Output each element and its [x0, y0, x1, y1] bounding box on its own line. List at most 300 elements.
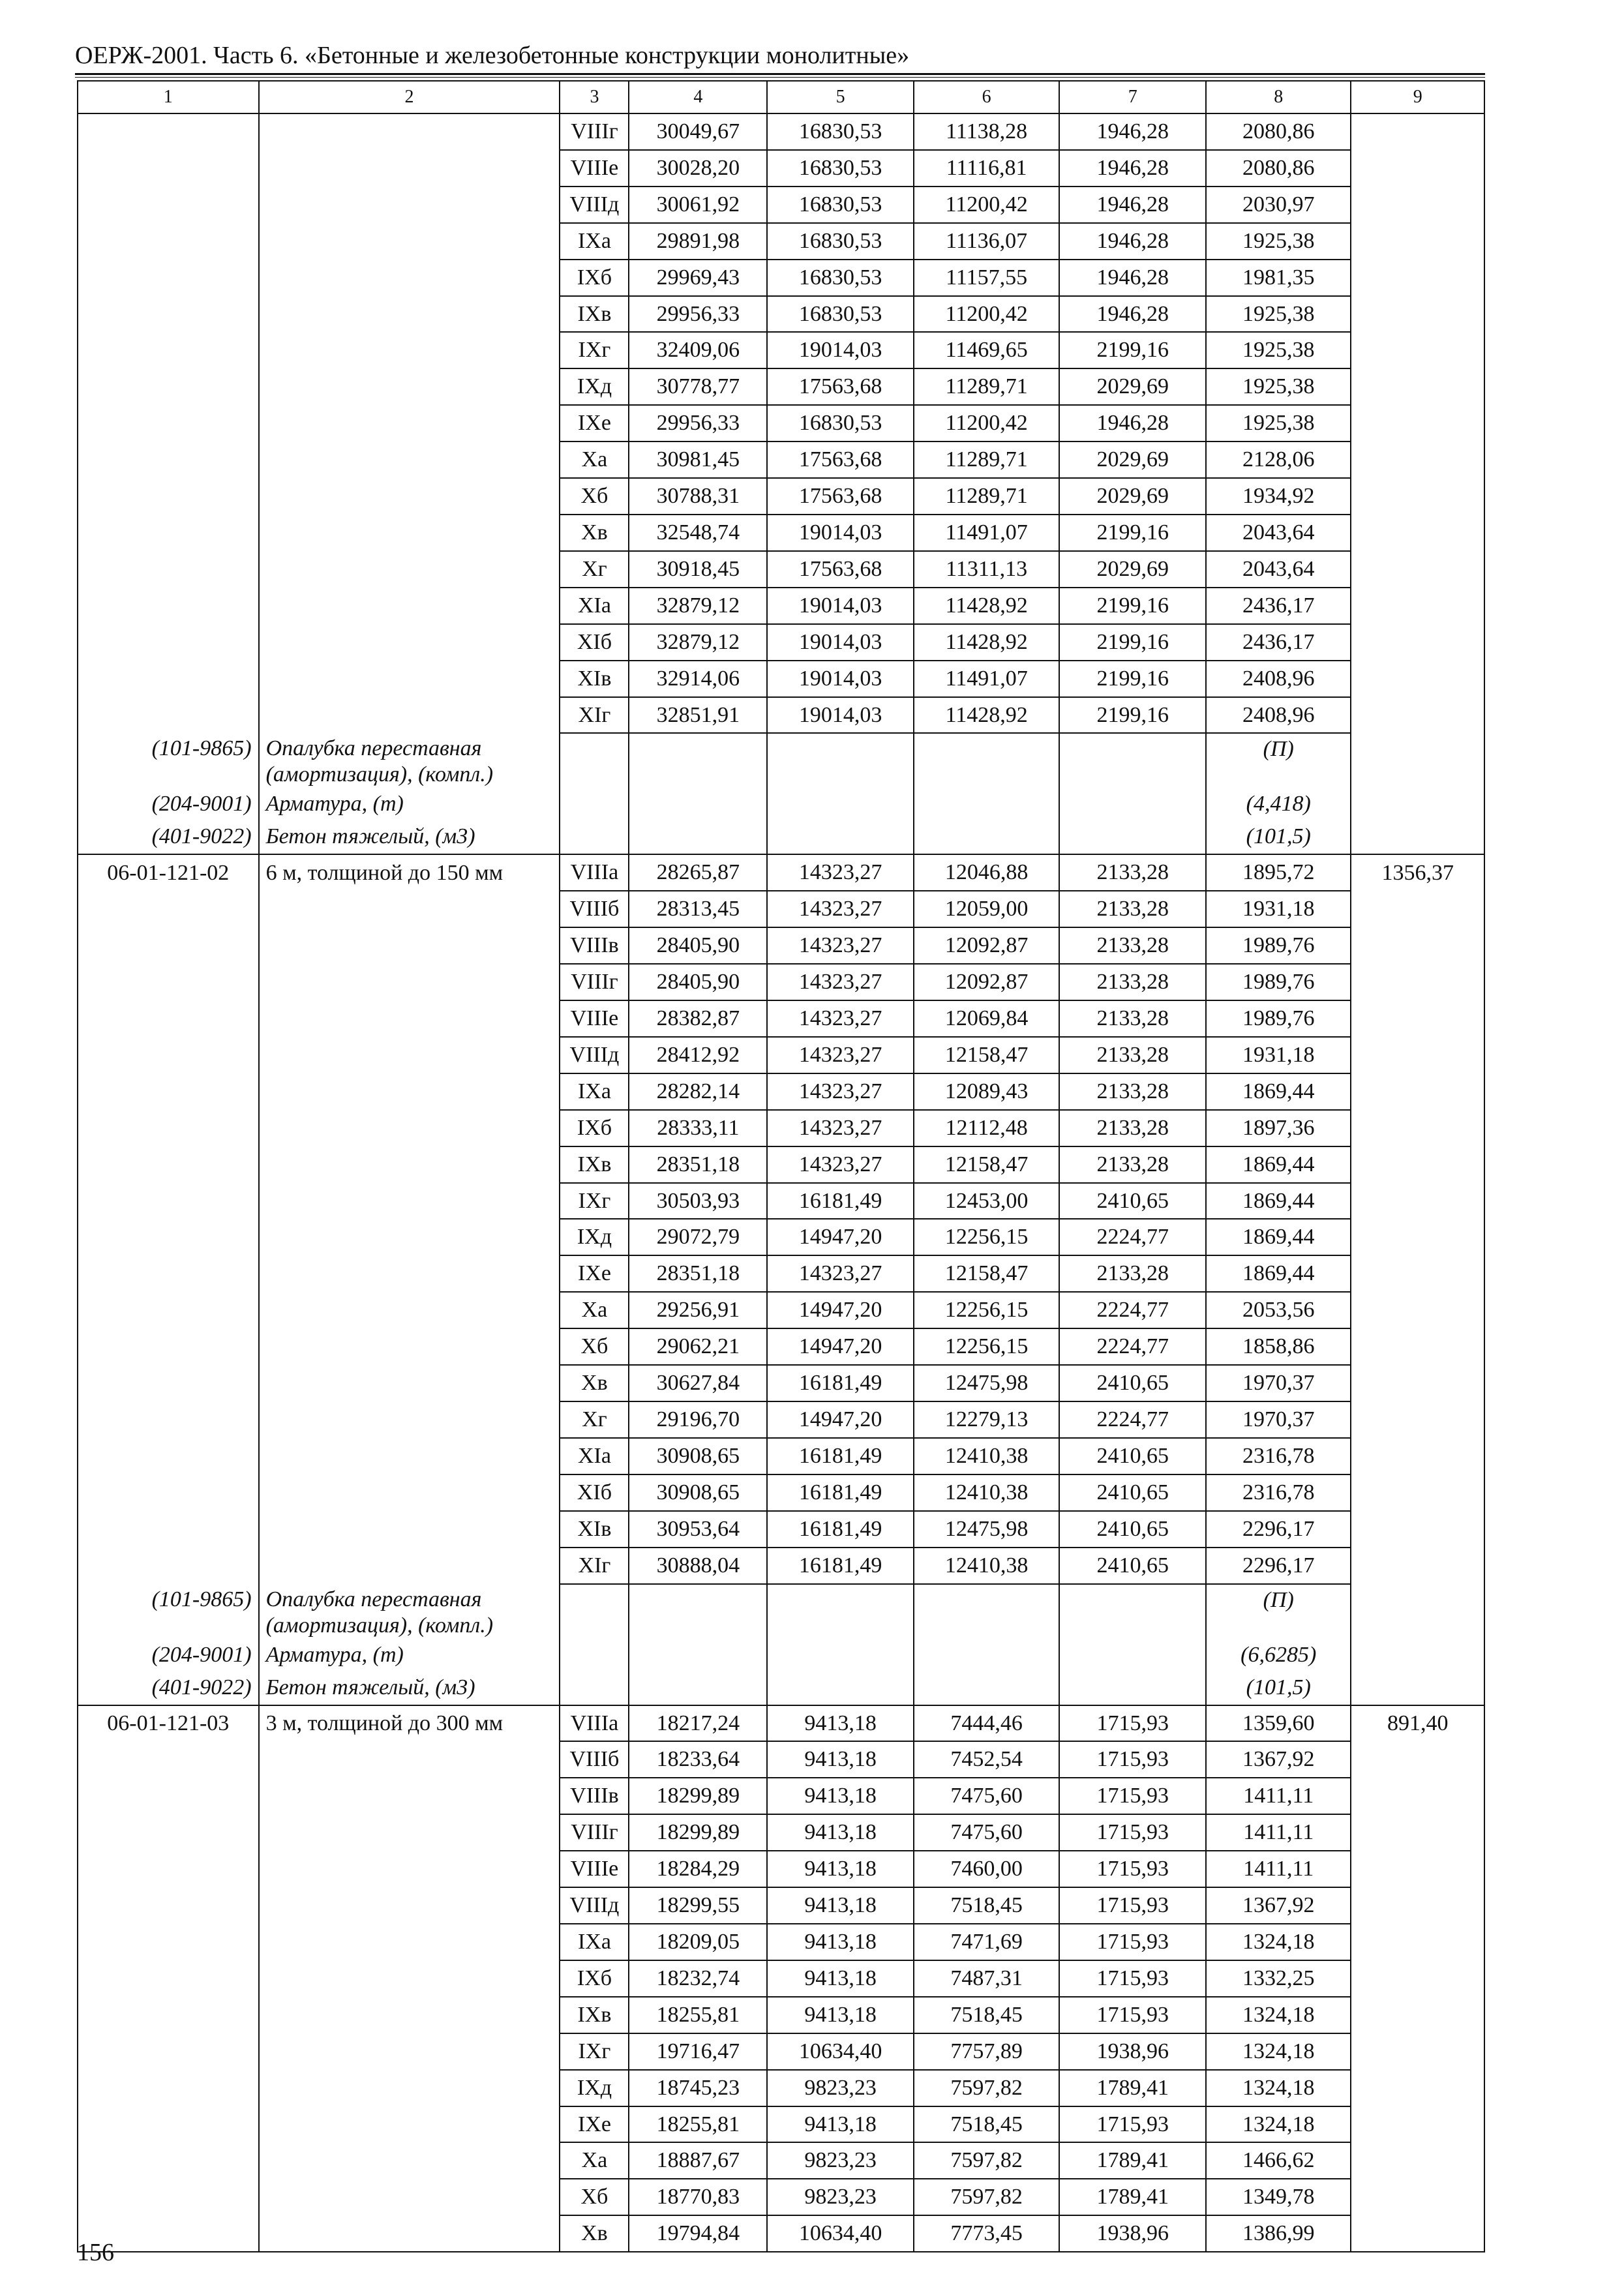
materials-cell: 1411,11: [1206, 1814, 1351, 1851]
code-cell: 06-01-121-02: [78, 854, 259, 891]
col9-cell: [1351, 1037, 1484, 1073]
name-cell: [259, 1997, 560, 2033]
region-cell: IXв: [560, 296, 629, 333]
machinist-wages-cell: 2029,69: [1059, 478, 1206, 515]
materials-cell: 1970,37: [1206, 1401, 1351, 1438]
col9-cell: [1351, 1328, 1484, 1365]
machines-cell: 7487,31: [914, 1960, 1060, 1997]
code-cell: [78, 1511, 259, 1548]
materials-cell: 2053,56: [1206, 1292, 1351, 1328]
empty-cell: [914, 1639, 1060, 1672]
region-cell: VIIIе: [560, 150, 629, 187]
empty-cell: [1351, 1639, 1484, 1672]
wages-cell: 16830,53: [767, 113, 914, 150]
name-cell: [259, 515, 560, 551]
empty-cell: [629, 1584, 767, 1639]
resource-name: Бетон тяжелый, (м3): [259, 1672, 560, 1705]
region-cell: VIIIа: [560, 854, 629, 891]
machines-cell: 7518,45: [914, 2106, 1060, 2143]
col9-cell: [1351, 1000, 1484, 1037]
machines-cell: 7452,54: [914, 1741, 1060, 1778]
resource-row: [78, 1672, 1484, 1705]
total-cost-cell: 28282,14: [629, 1073, 767, 1110]
empty-cell: [767, 1639, 914, 1672]
col9-cell: [1351, 1778, 1484, 1814]
materials-cell: 1324,18: [1206, 2106, 1351, 2143]
name-cell: [259, 1146, 560, 1183]
empty-cell: [914, 733, 1060, 788]
table-row: [78, 187, 1484, 223]
col9-cell: [1351, 1146, 1484, 1183]
table-row: [78, 551, 1484, 588]
code-cell: [78, 1328, 259, 1365]
wages-cell: 16830,53: [767, 405, 914, 441]
table-row: [78, 113, 1484, 150]
wages-cell: 16181,49: [767, 1183, 914, 1219]
total-cost-cell: 32851,91: [629, 697, 767, 734]
table-row: [78, 1110, 1484, 1146]
code-cell: [78, 2033, 259, 2070]
machines-cell: 12089,43: [914, 1073, 1060, 1110]
materials-cell: 1895,72: [1206, 854, 1351, 891]
wages-cell: 9413,18: [767, 2106, 914, 2143]
col9-cell: [1351, 405, 1484, 441]
total-cost-cell: 30788,31: [629, 478, 767, 515]
materials-cell: 1989,76: [1206, 1000, 1351, 1037]
total-cost-cell: 30627,84: [629, 1365, 767, 1401]
region-cell: Xб: [560, 2179, 629, 2215]
code-cell: [78, 1073, 259, 1110]
wages-cell: 16181,49: [767, 1365, 914, 1401]
col9-cell: [1351, 1219, 1484, 1255]
wages-cell: 9823,23: [767, 2179, 914, 2215]
materials-cell: 1925,38: [1206, 223, 1351, 260]
wages-cell: 10634,40: [767, 2215, 914, 2252]
col9-cell: [1351, 588, 1484, 624]
machines-cell: 12158,47: [914, 1037, 1060, 1073]
resource-code: (401-9022): [78, 821, 259, 854]
machines-cell: 11116,81: [914, 150, 1060, 187]
wages-cell: 14323,27: [767, 1073, 914, 1110]
empty-cell: [1059, 1584, 1206, 1639]
total-cost-cell: 28382,87: [629, 1000, 767, 1037]
code-cell: [78, 1401, 259, 1438]
total-cost-cell: 18232,74: [629, 1960, 767, 1997]
empty-cell: [560, 1584, 629, 1639]
resource-qty: (П): [1206, 1584, 1351, 1639]
column-number: 1: [78, 81, 259, 113]
machinist-wages-cell: 2199,16: [1059, 624, 1206, 661]
table-row: [78, 1705, 1484, 1742]
total-cost-cell: 18299,89: [629, 1814, 767, 1851]
column-number: 8: [1206, 81, 1351, 113]
column-number: 9: [1351, 81, 1484, 113]
col9-cell: [1351, 1183, 1484, 1219]
wages-cell: 9413,18: [767, 1778, 914, 1814]
col9-cell: [1351, 1110, 1484, 1146]
table-row: [78, 441, 1484, 478]
machines-cell: 12279,13: [914, 1401, 1060, 1438]
machinist-wages-cell: 2133,28: [1059, 1255, 1206, 1292]
table-row: [78, 2070, 1484, 2106]
code-cell: [78, 113, 259, 150]
name-cell: [259, 296, 560, 333]
materials-cell: 1359,60: [1206, 1705, 1351, 1742]
total-cost-cell: 28265,87: [629, 854, 767, 891]
machines-cell: 11200,42: [914, 405, 1060, 441]
materials-cell: 1324,18: [1206, 2033, 1351, 2070]
name-cell: [259, 2033, 560, 2070]
col9-cell: [1351, 1814, 1484, 1851]
region-cell: IXб: [560, 1960, 629, 1997]
total-cost-cell: 18255,81: [629, 2106, 767, 2143]
code-cell: [78, 1997, 259, 2033]
materials-cell: 2128,06: [1206, 441, 1351, 478]
materials-cell: 1934,92: [1206, 478, 1351, 515]
name-cell: [259, 1401, 560, 1438]
machines-cell: 11428,92: [914, 624, 1060, 661]
machines-cell: 7773,45: [914, 2215, 1060, 2252]
name-cell: [259, 2142, 560, 2179]
materials-cell: 1858,86: [1206, 1328, 1351, 1365]
wages-cell: 9823,23: [767, 2142, 914, 2179]
region-cell: VIIIе: [560, 1000, 629, 1037]
machines-cell: 7444,46: [914, 1705, 1060, 1742]
total-cost-cell: 29956,33: [629, 405, 767, 441]
region-cell: IXг: [560, 332, 629, 368]
column-number: 4: [629, 81, 767, 113]
machines-cell: 11491,07: [914, 661, 1060, 697]
empty-cell: [629, 1639, 767, 1672]
name-cell: [259, 368, 560, 405]
name-cell: [259, 1924, 560, 1960]
machinist-wages-cell: 1946,28: [1059, 405, 1206, 441]
region-cell: XIа: [560, 588, 629, 624]
machines-cell: 12475,98: [914, 1511, 1060, 1548]
region-cell: XIб: [560, 624, 629, 661]
total-cost-cell: 30953,64: [629, 1511, 767, 1548]
col9-cell: [1351, 891, 1484, 927]
machines-cell: 11289,71: [914, 368, 1060, 405]
machinist-wages-cell: 1715,93: [1059, 1960, 1206, 1997]
name-cell: [259, 1219, 560, 1255]
name-cell: [259, 113, 560, 150]
wages-cell: 16830,53: [767, 187, 914, 223]
machines-cell: 7757,89: [914, 2033, 1060, 2070]
region-cell: Xа: [560, 441, 629, 478]
page-number: 156: [77, 2239, 114, 2266]
wages-cell: 14947,20: [767, 1401, 914, 1438]
name-cell: [259, 1887, 560, 1924]
header-rule-thin: [75, 77, 1485, 78]
code-cell: [78, 697, 259, 734]
price-table: [77, 80, 1485, 2252]
column-number: 6: [914, 81, 1060, 113]
wages-cell: 19014,03: [767, 515, 914, 551]
total-cost-cell: 30061,92: [629, 187, 767, 223]
total-cost-cell: 30908,65: [629, 1474, 767, 1511]
code-cell: [78, 2179, 259, 2215]
total-cost-cell: 18284,29: [629, 1851, 767, 1887]
machinist-wages-cell: 2410,65: [1059, 1511, 1206, 1548]
total-cost-cell: 30503,93: [629, 1183, 767, 1219]
region-cell: Xб: [560, 478, 629, 515]
wages-cell: 9413,18: [767, 1960, 914, 1997]
name-cell: [259, 441, 560, 478]
machines-cell: 7475,60: [914, 1814, 1060, 1851]
materials-cell: 2296,17: [1206, 1548, 1351, 1584]
region-cell: XIв: [560, 1511, 629, 1548]
wages-cell: 10634,40: [767, 2033, 914, 2070]
wages-cell: 19014,03: [767, 332, 914, 368]
col9-cell: [1351, 150, 1484, 187]
table-row: [78, 1365, 1484, 1401]
col9-cell: [1351, 2142, 1484, 2179]
machines-cell: 12092,87: [914, 964, 1060, 1000]
wages-cell: 16181,49: [767, 1474, 914, 1511]
total-cost-cell: 29969,43: [629, 260, 767, 296]
code-cell: [78, 624, 259, 661]
empty-cell: [914, 1672, 1060, 1705]
machines-cell: 12112,48: [914, 1110, 1060, 1146]
wages-cell: 16830,53: [767, 223, 914, 260]
region-cell: Xа: [560, 1292, 629, 1328]
wages-cell: 14323,27: [767, 1146, 914, 1183]
name-cell: 6 м, толщиной до 150 мм: [259, 854, 560, 891]
col9-cell: [1351, 1851, 1484, 1887]
code-cell: [78, 1474, 259, 1511]
machines-cell: 11311,13: [914, 551, 1060, 588]
machinist-wages-cell: 2410,65: [1059, 1365, 1206, 1401]
materials-cell: 1869,44: [1206, 1146, 1351, 1183]
table-row: [78, 1037, 1484, 1073]
empty-cell: [629, 733, 767, 788]
materials-cell: 1349,78: [1206, 2179, 1351, 2215]
name-cell: [259, 332, 560, 368]
col9-cell: [1351, 1255, 1484, 1292]
empty-cell: [560, 788, 629, 821]
region-cell: VIIIг: [560, 1814, 629, 1851]
total-cost-cell: 30888,04: [629, 1548, 767, 1584]
table-row: [78, 1887, 1484, 1924]
empty-cell: [560, 733, 629, 788]
name-cell: [259, 927, 560, 964]
region-cell: XIв: [560, 661, 629, 697]
region-cell: Xг: [560, 551, 629, 588]
table-row: [78, 1401, 1484, 1438]
code-cell: [78, 260, 259, 296]
wages-cell: 14323,27: [767, 1000, 914, 1037]
machines-cell: 11200,42: [914, 296, 1060, 333]
materials-cell: 2436,17: [1206, 588, 1351, 624]
total-cost-cell: 19716,47: [629, 2033, 767, 2070]
empty-cell: [560, 1672, 629, 1705]
region-cell: VIIIг: [560, 964, 629, 1000]
name-cell: [259, 1778, 560, 1814]
table-row: [78, 260, 1484, 296]
materials-cell: 1897,36: [1206, 1110, 1351, 1146]
region-cell: VIIIд: [560, 1037, 629, 1073]
machines-cell: 7597,82: [914, 2179, 1060, 2215]
machines-cell: 12410,38: [914, 1548, 1060, 1584]
code-cell: [78, 551, 259, 588]
col9-cell: [1351, 260, 1484, 296]
total-cost-cell: 32879,12: [629, 588, 767, 624]
machinist-wages-cell: 2133,28: [1059, 1037, 1206, 1073]
machines-cell: 12059,00: [914, 891, 1060, 927]
region-cell: VIIIд: [560, 1887, 629, 1924]
col9-cell: [1351, 697, 1484, 734]
wages-cell: 19014,03: [767, 661, 914, 697]
machinist-wages-cell: 1715,93: [1059, 2106, 1206, 2143]
total-cost-cell: 18255,81: [629, 1997, 767, 2033]
machinist-wages-cell: 2224,77: [1059, 1219, 1206, 1255]
name-cell: [259, 1814, 560, 1851]
region-cell: IXг: [560, 2033, 629, 2070]
name-cell: [259, 1511, 560, 1548]
name-cell: [259, 624, 560, 661]
total-cost-cell: 30981,45: [629, 441, 767, 478]
machinist-wages-cell: 2133,28: [1059, 854, 1206, 891]
materials-cell: 1411,11: [1206, 1778, 1351, 1814]
region-cell: VIIIд: [560, 187, 629, 223]
wages-cell: 16181,49: [767, 1438, 914, 1474]
machines-cell: 12256,15: [914, 1292, 1060, 1328]
total-cost-cell: 18209,05: [629, 1924, 767, 1960]
table-row: [78, 150, 1484, 187]
code-cell: [78, 1037, 259, 1073]
machines-cell: 11289,71: [914, 441, 1060, 478]
name-cell: [259, 551, 560, 588]
materials-cell: 1386,99: [1206, 2215, 1351, 2252]
col9-cell: [1351, 964, 1484, 1000]
table-row: [78, 1255, 1484, 1292]
machines-cell: 7518,45: [914, 1997, 1060, 2033]
resource-code: (204-9001): [78, 1639, 259, 1672]
wages-cell: 9413,18: [767, 1997, 914, 2033]
empty-cell: [767, 788, 914, 821]
machinist-wages-cell: 1946,28: [1059, 113, 1206, 150]
code-cell: [78, 187, 259, 223]
col9-cell: [1351, 1365, 1484, 1401]
total-cost-cell: 32409,06: [629, 332, 767, 368]
materials-cell: 1925,38: [1206, 332, 1351, 368]
region-cell: IXе: [560, 1255, 629, 1292]
machinist-wages-cell: 2133,28: [1059, 1110, 1206, 1146]
materials-cell: 1925,38: [1206, 368, 1351, 405]
name-cell: 3 м, толщиной до 300 мм: [259, 1705, 560, 1742]
machinist-wages-cell: 2224,77: [1059, 1401, 1206, 1438]
region-cell: VIIIб: [560, 891, 629, 927]
wages-cell: 9413,18: [767, 1814, 914, 1851]
table-row: [78, 1474, 1484, 1511]
wages-cell: 9413,18: [767, 1705, 914, 1742]
empty-cell: [1351, 1584, 1484, 1639]
empty-cell: [1351, 1672, 1484, 1705]
total-cost-cell: 32914,06: [629, 661, 767, 697]
materials-cell: 1869,44: [1206, 1073, 1351, 1110]
machines-cell: 12410,38: [914, 1438, 1060, 1474]
col9-cell: [1351, 2033, 1484, 2070]
column-number: 7: [1059, 81, 1206, 113]
table-row: [78, 661, 1484, 697]
code-cell: [78, 1292, 259, 1328]
wages-cell: 19014,03: [767, 697, 914, 734]
table-row: [78, 697, 1484, 734]
col9-cell: [1351, 187, 1484, 223]
machinist-wages-cell: 1789,41: [1059, 2142, 1206, 2179]
materials-cell: 1411,11: [1206, 1851, 1351, 1887]
region-cell: IXд: [560, 368, 629, 405]
machines-cell: 7518,45: [914, 1887, 1060, 1924]
total-cost-cell: 18887,67: [629, 2142, 767, 2179]
materials-cell: 2043,64: [1206, 515, 1351, 551]
code-cell: [78, 515, 259, 551]
region-cell: XIб: [560, 1474, 629, 1511]
machinist-wages-cell: 2410,65: [1059, 1548, 1206, 1584]
wages-cell: 14947,20: [767, 1292, 914, 1328]
machinist-wages-cell: 2199,16: [1059, 661, 1206, 697]
name-cell: [259, 2215, 560, 2252]
table-row: [78, 1851, 1484, 1887]
total-cost-cell: 30028,20: [629, 150, 767, 187]
total-cost-cell: 18745,23: [629, 2070, 767, 2106]
region-cell: XIа: [560, 1438, 629, 1474]
empty-cell: [629, 1672, 767, 1705]
region-cell: VIIIв: [560, 1778, 629, 1814]
wages-cell: 14323,27: [767, 891, 914, 927]
machines-cell: 12475,98: [914, 1365, 1060, 1401]
total-cost-cell: 32879,12: [629, 624, 767, 661]
wages-cell: 19014,03: [767, 624, 914, 661]
name-cell: [259, 1960, 560, 1997]
wages-cell: 9413,18: [767, 1924, 914, 1960]
total-cost-cell: 30049,67: [629, 113, 767, 150]
total-cost-cell: 28351,18: [629, 1255, 767, 1292]
col9-cell: [1351, 2070, 1484, 2106]
name-cell: [259, 223, 560, 260]
table-row: [78, 405, 1484, 441]
region-cell: IXа: [560, 223, 629, 260]
wages-cell: 16830,53: [767, 296, 914, 333]
materials-cell: 2296,17: [1206, 1511, 1351, 1548]
code-cell: [78, 2142, 259, 2179]
machinist-wages-cell: 1938,96: [1059, 2033, 1206, 2070]
name-cell: [259, 1000, 560, 1037]
machines-cell: 11136,07: [914, 223, 1060, 260]
machines-cell: 7597,82: [914, 2070, 1060, 2106]
table-row: [78, 2106, 1484, 2143]
table-row: [78, 1511, 1484, 1548]
machinist-wages-cell: 1946,28: [1059, 187, 1206, 223]
code-cell: [78, 1365, 259, 1401]
empty-cell: [1059, 788, 1206, 821]
code-cell: [78, 1110, 259, 1146]
col9-cell: [1351, 2215, 1484, 2252]
wages-cell: 14323,27: [767, 1037, 914, 1073]
total-cost-cell: 28333,11: [629, 1110, 767, 1146]
code-cell: [78, 1851, 259, 1887]
code-cell: [78, 441, 259, 478]
page-header-title: ОЕРЖ-2001. Часть 6. «Бетонные и железобетонные конструкции монолитные»: [75, 42, 910, 69]
name-cell: [259, 2070, 560, 2106]
materials-cell: 2408,96: [1206, 661, 1351, 697]
materials-cell: 2080,86: [1206, 150, 1351, 187]
name-cell: [259, 891, 560, 927]
materials-cell: 2316,78: [1206, 1438, 1351, 1474]
code-cell: [78, 150, 259, 187]
name-cell: [259, 2179, 560, 2215]
